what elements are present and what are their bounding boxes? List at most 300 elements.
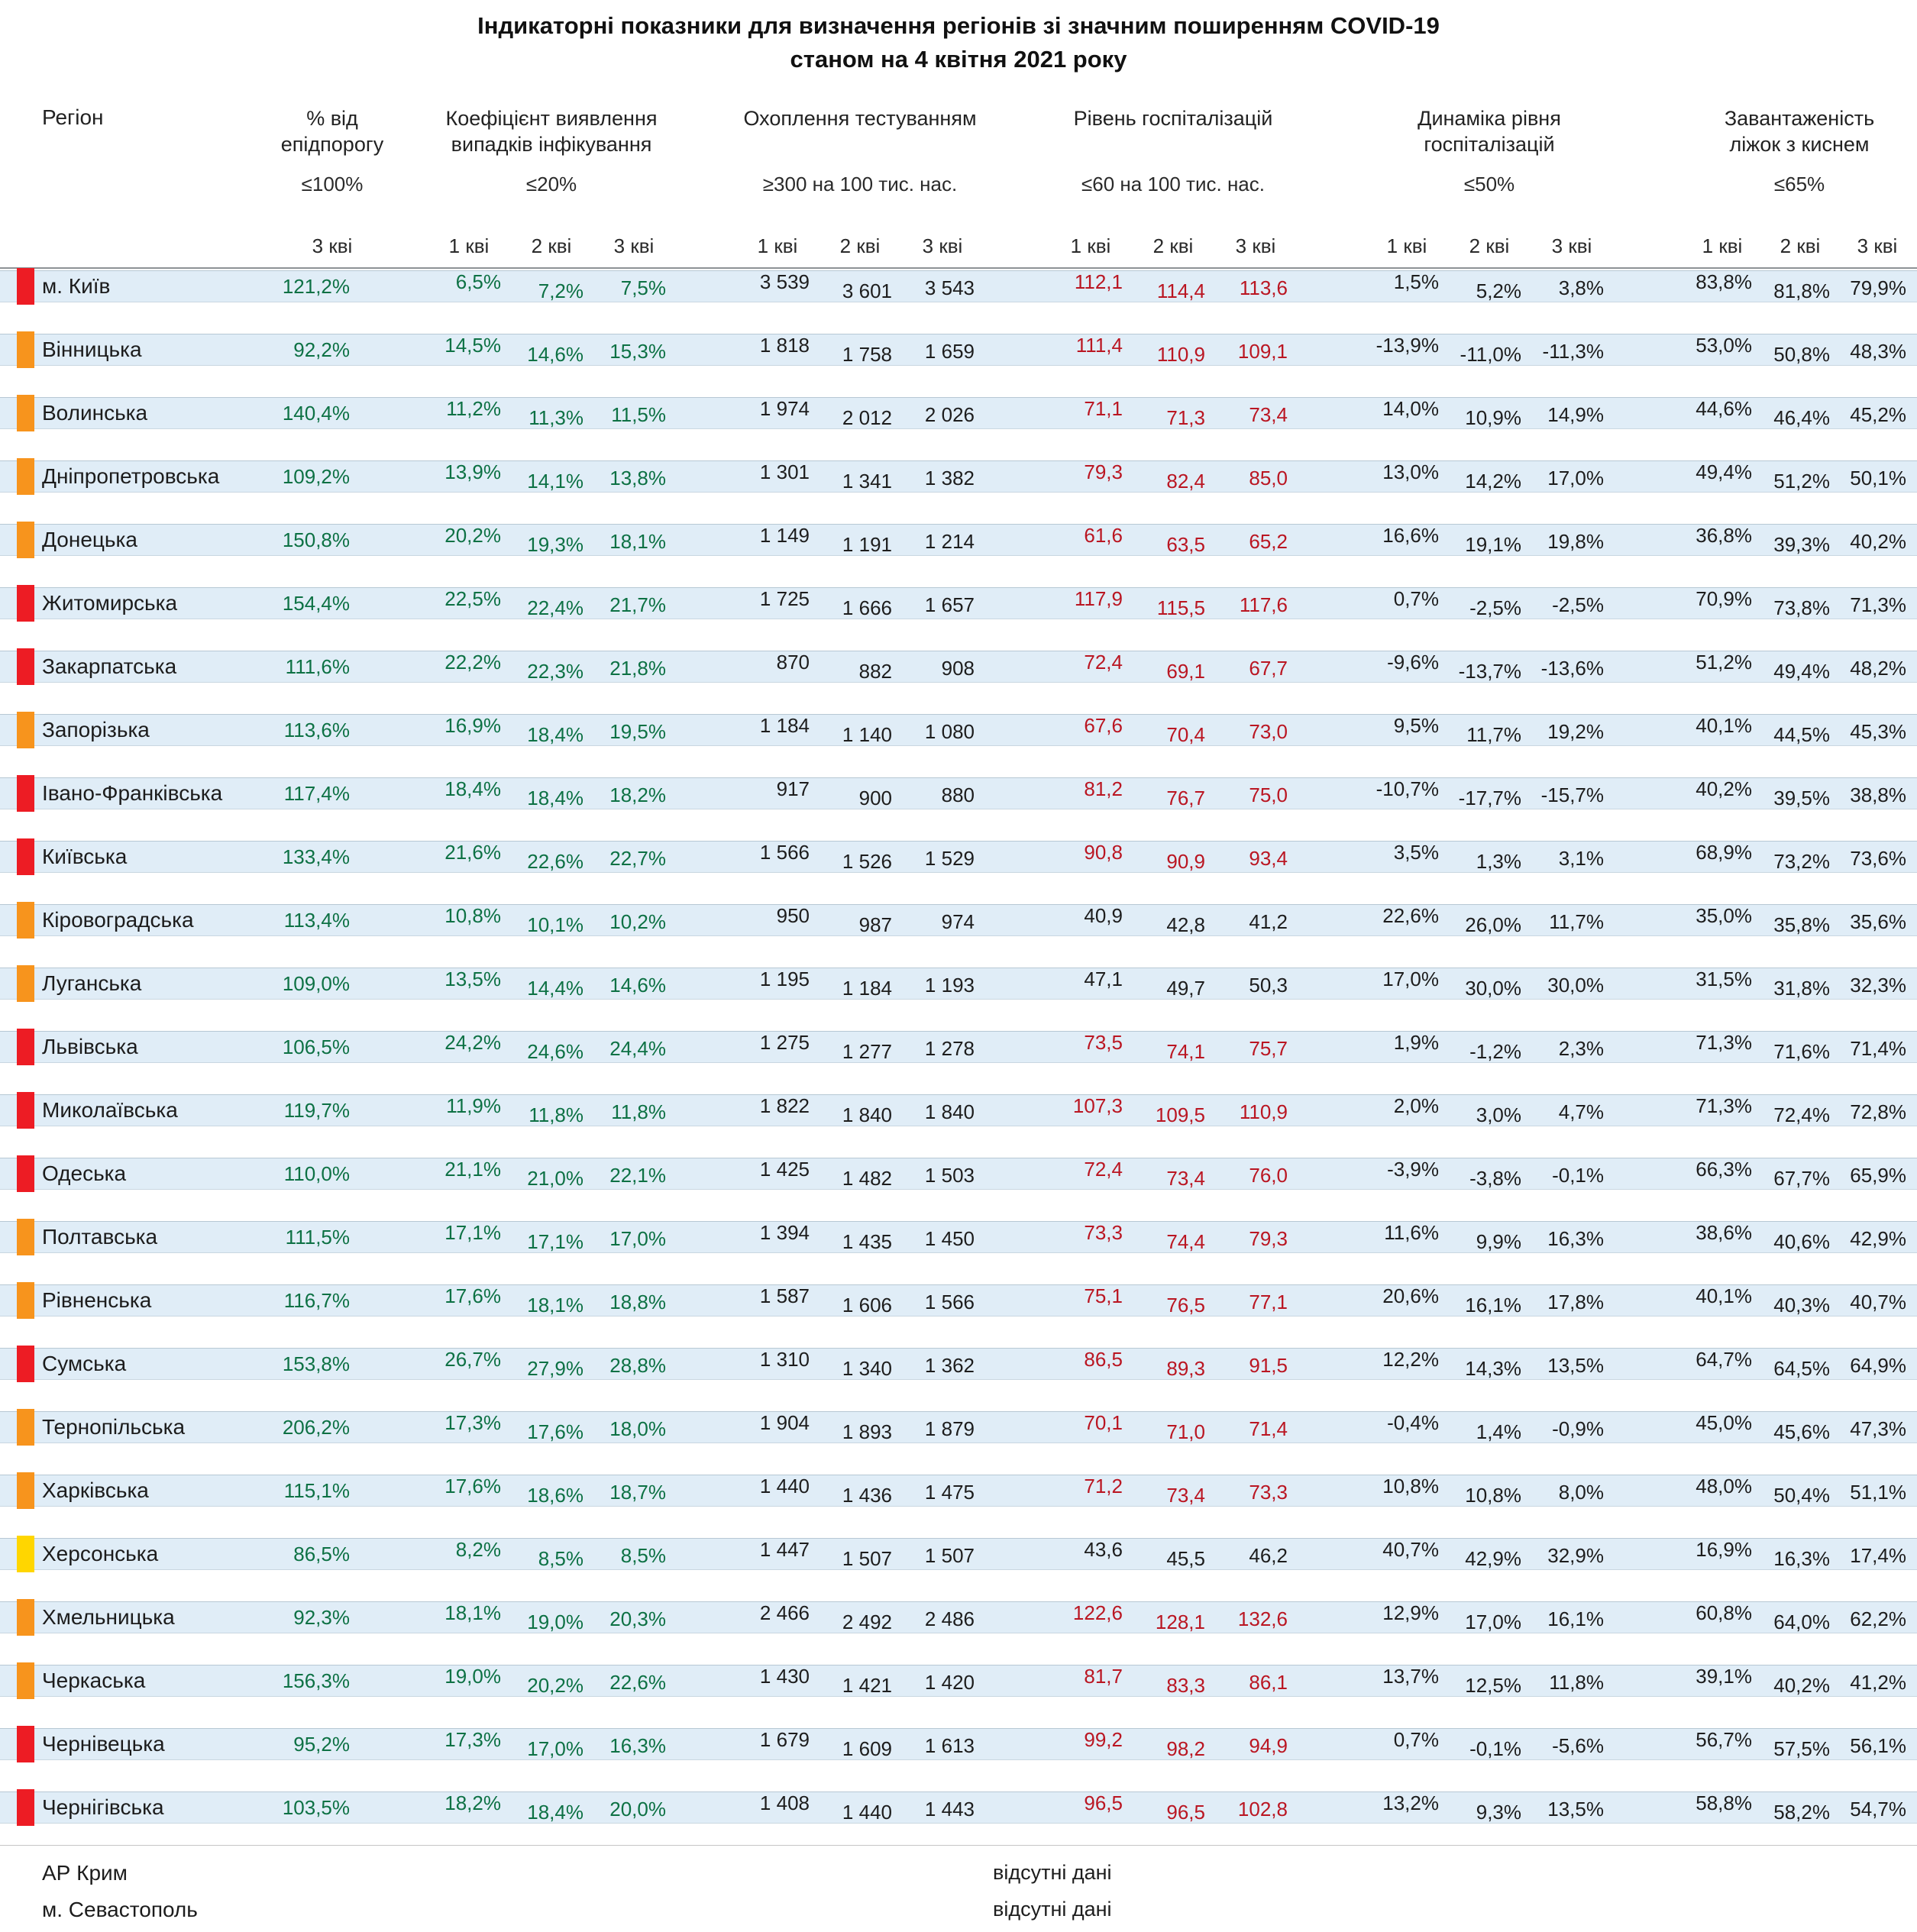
- cell-epid-threshold-pct: 140,4%: [282, 401, 350, 425]
- cell-test-q1: 1 310: [759, 1347, 810, 1371]
- cell-hosp-q2: 63,5: [1166, 532, 1205, 556]
- cell-dyn-q1: 13,2%: [1382, 1791, 1439, 1814]
- region-name: Тернопільська: [42, 1415, 186, 1439]
- cell-coef-q2: 14,1%: [527, 469, 584, 493]
- cell-epid-threshold-pct: 154,4%: [282, 591, 350, 615]
- cell-hosp-q3: 75,0: [1249, 783, 1288, 806]
- cell-coef-q1: 13,5%: [444, 967, 501, 990]
- region-name: Полтавська: [42, 1225, 158, 1249]
- region-name: Луганська: [42, 971, 142, 995]
- table-row: [0, 1728, 1917, 1760]
- cell-test-q3: 1 420: [924, 1670, 975, 1694]
- cell-beds-q1: 70,9%: [1696, 586, 1752, 610]
- cell-coef-q3: 19,5%: [609, 719, 666, 743]
- cell-beds-q3: 79,9%: [1850, 276, 1906, 299]
- cell-dyn-q1: -0,4%: [1387, 1410, 1439, 1434]
- cell-coef-q3: 22,1%: [609, 1163, 666, 1187]
- cell-hosp-q1: 90,8: [1084, 840, 1123, 864]
- cell-beds-q1: 49,4%: [1696, 460, 1752, 483]
- region-name: Вінницька: [42, 338, 142, 361]
- cell-dyn-q1: 12,2%: [1382, 1347, 1439, 1371]
- cell-beds-q3: 54,7%: [1850, 1797, 1906, 1821]
- region-name: Сумська: [42, 1352, 127, 1375]
- cell-beds-q3: 50,1%: [1850, 466, 1906, 489]
- cell-epid-threshold-pct: 150,8%: [282, 528, 350, 551]
- cell-test-q1: 1 447: [759, 1537, 810, 1561]
- cell-test-q3: 1 278: [924, 1036, 975, 1060]
- alert-level-indicator-orange: [17, 1472, 34, 1509]
- table-row: [0, 904, 1917, 936]
- column-header-region: Регіон: [42, 105, 104, 129]
- cell-beds-q3: 32,3%: [1850, 973, 1906, 997]
- quarter-header-beds-3: 3 кві: [1857, 234, 1898, 257]
- cell-coef-q1: 17,1%: [444, 1220, 501, 1244]
- cell-dyn-q2: 9,3%: [1476, 1800, 1521, 1824]
- region-name: Запорізька: [42, 718, 150, 741]
- quarter-header-test-3: 3 кві: [922, 234, 963, 257]
- cell-coef-q1: 6,5%: [455, 270, 501, 293]
- cell-test-q2: 1 340: [842, 1356, 892, 1380]
- cell-dyn-q1: 17,0%: [1382, 967, 1439, 990]
- cell-coef-q2: 18,4%: [527, 786, 584, 809]
- region-name: Київська: [42, 845, 128, 868]
- cell-hosp-q2: 42,8: [1166, 913, 1205, 936]
- cell-hosp-q3: 65,2: [1249, 529, 1288, 553]
- cell-epid-threshold-pct: 156,3%: [282, 1669, 350, 1692]
- column-header-epid-threshold-pct: % від епідпорогу: [280, 107, 384, 156]
- cell-dyn-q2: -2,5%: [1469, 596, 1521, 619]
- cell-hosp-q1: 86,5: [1084, 1347, 1123, 1371]
- column-header-hospitalization-dynamics: Динаміка рівня госпіталізацій: [1418, 107, 1561, 156]
- cell-test-q3: 1 657: [924, 593, 975, 616]
- page-title-line2: станом на 4 квітня 2021 року: [790, 46, 1127, 73]
- cell-beds-q1: 56,7%: [1696, 1727, 1752, 1751]
- cell-test-q3: 1 840: [924, 1100, 975, 1123]
- cell-coef-q1: 21,1%: [444, 1157, 501, 1181]
- quarter-header-coef-3: 3 кві: [613, 234, 655, 257]
- cell-dyn-q2: 5,2%: [1476, 279, 1521, 302]
- cell-beds-q1: 38,6%: [1696, 1220, 1752, 1244]
- cell-dyn-q3: 3,1%: [1558, 846, 1604, 870]
- cell-coef-q1: 18,4%: [444, 777, 501, 800]
- cell-hosp-q2: 73,4: [1166, 1483, 1205, 1507]
- cell-hosp-q1: 73,3: [1084, 1220, 1123, 1244]
- cell-test-q2: 1 526: [842, 849, 892, 873]
- cell-hosp-q2: 76,7: [1166, 786, 1205, 809]
- alert-level-indicator-orange: [17, 1599, 34, 1636]
- alert-level-indicator-orange: [17, 395, 34, 431]
- cell-coef-q3: 11,8%: [611, 1100, 666, 1123]
- cell-hosp-q3: 109,1: [1237, 339, 1288, 363]
- region-name: Закарпатська: [42, 654, 177, 678]
- cell-test-q2: 1 435: [842, 1229, 892, 1253]
- cell-beds-q3: 17,4%: [1850, 1543, 1906, 1567]
- cell-test-q3: 2 486: [924, 1607, 975, 1630]
- cell-test-q2: 1 482: [842, 1166, 892, 1190]
- cell-test-q3: 1 475: [924, 1480, 975, 1504]
- cell-dyn-q3: -13,6%: [1540, 656, 1604, 680]
- table-row: [0, 1284, 1917, 1317]
- threshold-beds: ≤65%: [1773, 173, 1825, 195]
- region-name: Черкаська: [42, 1669, 146, 1692]
- table-row: [0, 1791, 1917, 1824]
- cell-dyn-q3: -2,5%: [1552, 593, 1604, 616]
- region-name: Івано-Франківська: [42, 781, 223, 805]
- cell-epid-threshold-pct: 116,7%: [283, 1288, 350, 1312]
- cell-coef-q3: 11,5%: [611, 402, 666, 426]
- cell-beds-q2: 71,6%: [1773, 1039, 1830, 1063]
- region-name: АР Крим: [42, 1861, 128, 1885]
- cell-hosp-q2: 96,5: [1166, 1800, 1205, 1824]
- cell-beds-q1: 71,3%: [1696, 1030, 1752, 1054]
- cell-test-q1: 1 394: [759, 1220, 810, 1244]
- cell-hosp-q2: 110,9: [1156, 342, 1205, 366]
- alert-level-indicator-orange: [17, 902, 34, 939]
- cell-hosp-q1: 47,1: [1084, 967, 1123, 990]
- quarter-header-test-1: 1 кві: [757, 234, 798, 257]
- cell-coef-q3: 17,0%: [609, 1226, 666, 1250]
- cell-beds-q2: 51,2%: [1773, 469, 1830, 493]
- cell-coef-q1: 17,6%: [444, 1474, 501, 1497]
- cell-dyn-q3: 8,0%: [1558, 1480, 1604, 1504]
- no-data-row: [0, 1853, 1917, 1890]
- region-name: Хмельницька: [42, 1605, 175, 1629]
- cell-dyn-q1: 2,0%: [1393, 1094, 1439, 1117]
- cell-hosp-q3: 76,0: [1249, 1163, 1288, 1187]
- cell-dyn-q3: 2,3%: [1558, 1036, 1604, 1060]
- table-row: [0, 1031, 1917, 1063]
- cell-beds-q3: 35,6%: [1850, 909, 1906, 933]
- cell-coef-q2: 24,6%: [527, 1039, 584, 1063]
- cell-coef-q1: 8,2%: [455, 1537, 501, 1561]
- alert-level-indicator-orange: [17, 712, 34, 748]
- cell-coef-q1: 22,5%: [444, 586, 501, 610]
- column-header-detection-rate: Коефіцієнт виявлення випадків інфікування: [445, 107, 658, 156]
- no-data-note: відсутні дані: [993, 1861, 1112, 1884]
- table-row: [0, 1475, 1917, 1507]
- cell-dyn-q1: -10,7%: [1376, 777, 1439, 800]
- cell-hosp-q2: 98,2: [1166, 1737, 1205, 1760]
- cell-coef-q3: 7,5%: [620, 276, 666, 299]
- cell-coef-q1: 11,2%: [446, 396, 501, 420]
- cell-hosp-q3: 117,6: [1239, 593, 1288, 616]
- cell-beds-q2: 67,7%: [1773, 1166, 1830, 1190]
- cell-test-q1: 1 195: [759, 967, 810, 990]
- table-row: [0, 1665, 1917, 1697]
- cell-dyn-q1: 22,6%: [1382, 903, 1439, 927]
- cell-test-q3: 908: [941, 656, 975, 680]
- cell-test-q3: 974: [941, 909, 975, 933]
- page-title: [0, 0, 1917, 84]
- cell-test-q1: 1 440: [759, 1474, 810, 1497]
- cell-beds-q1: 53,0%: [1696, 333, 1752, 357]
- cell-test-q3: 1 879: [924, 1417, 975, 1440]
- cell-coef-q2: 22,6%: [527, 849, 584, 873]
- cell-coef-q3: 21,8%: [609, 656, 666, 680]
- threshold-dynamics: ≤50%: [1463, 173, 1515, 195]
- cell-epid-threshold-pct: 111,5%: [285, 1225, 350, 1249]
- cell-beds-q1: 40,1%: [1696, 1284, 1752, 1307]
- alert-level-indicator-orange: [17, 1409, 34, 1446]
- cell-test-q2: 1 440: [842, 1800, 892, 1824]
- cell-beds-q2: 40,6%: [1773, 1229, 1830, 1253]
- cell-dyn-q3: -15,7%: [1540, 783, 1604, 806]
- cell-test-q3: 2 026: [924, 402, 975, 426]
- cell-epid-threshold-pct: 113,6%: [283, 718, 350, 741]
- cell-coef-q1: 17,3%: [444, 1410, 501, 1434]
- cell-coef-q1: 16,9%: [444, 713, 501, 737]
- alert-level-indicator-orange: [17, 458, 34, 495]
- cell-test-q3: 3 543: [924, 276, 975, 299]
- cell-coef-q1: 24,2%: [444, 1030, 501, 1054]
- cell-test-q3: 1 193: [924, 973, 975, 997]
- cell-beds-q2: 39,5%: [1773, 786, 1830, 809]
- no-data-row: [0, 1890, 1917, 1927]
- cell-coef-q1: 26,7%: [444, 1347, 501, 1371]
- cell-coef-q3: 22,7%: [609, 846, 666, 870]
- cell-test-q3: 880: [941, 783, 975, 806]
- cell-beds-q3: 72,8%: [1850, 1100, 1906, 1123]
- cell-hosp-q1: 40,9: [1084, 903, 1123, 927]
- cell-coef-q2: 18,1%: [527, 1293, 584, 1317]
- cell-test-q1: 917: [776, 777, 810, 800]
- cell-hosp-q3: 73,4: [1249, 402, 1288, 426]
- cell-hosp-q2: 73,4: [1166, 1166, 1205, 1190]
- table-row: [0, 270, 1917, 302]
- cell-beds-q2: 58,2%: [1773, 1800, 1830, 1824]
- region-name: Дніпропетровська: [42, 464, 220, 488]
- table-row: [0, 1348, 1917, 1380]
- cell-dyn-q2: 1,3%: [1476, 849, 1521, 873]
- cell-dyn-q3: 16,3%: [1547, 1226, 1604, 1250]
- cell-dyn-q1: 9,5%: [1393, 713, 1439, 737]
- cell-coef-q2: 14,6%: [527, 342, 584, 366]
- cell-beds-q1: 45,0%: [1696, 1410, 1752, 1434]
- cell-dyn-q2: -17,7%: [1458, 786, 1521, 809]
- cell-coef-q2: 18,4%: [527, 722, 584, 746]
- cell-coef-q1: 18,1%: [444, 1601, 501, 1624]
- cell-test-q2: 1 421: [842, 1673, 892, 1697]
- alert-level-indicator-orange: [17, 1282, 34, 1319]
- cell-epid-threshold-pct: 111,6%: [285, 654, 350, 678]
- cell-epid-threshold-pct: 113,4%: [283, 908, 350, 932]
- cell-hosp-q2: 114,4: [1156, 279, 1205, 302]
- region-name: Харківська: [42, 1478, 149, 1502]
- cell-hosp-q1: 111,4: [1075, 333, 1123, 357]
- cell-dyn-q3: 19,8%: [1547, 529, 1604, 553]
- cell-hosp-q2: 115,5: [1156, 596, 1205, 619]
- cell-hosp-q3: 85,0: [1249, 466, 1288, 489]
- cell-test-q3: 1 214: [924, 529, 975, 553]
- table-row: [0, 1094, 1917, 1126]
- cell-epid-threshold-pct: 106,5%: [282, 1035, 350, 1058]
- cell-dyn-q3: 14,9%: [1547, 402, 1604, 426]
- threshold-epid: ≤100%: [301, 173, 364, 195]
- cell-beds-q3: 48,2%: [1850, 656, 1906, 680]
- cell-dyn-q2: 19,1%: [1465, 532, 1521, 556]
- region-name: Львівська: [42, 1035, 138, 1058]
- cell-hosp-q1: 117,9: [1074, 586, 1123, 610]
- cell-dyn-q1: 3,5%: [1393, 840, 1439, 864]
- cell-beds-q1: 83,8%: [1696, 270, 1752, 293]
- cell-beds-q2: 16,3%: [1773, 1546, 1830, 1570]
- cell-dyn-q2: -3,8%: [1469, 1166, 1521, 1190]
- cell-test-q1: 1 275: [759, 1030, 810, 1054]
- cell-coef-q2: 11,8%: [529, 1103, 584, 1126]
- cell-beds-q3: 45,2%: [1850, 402, 1906, 426]
- cell-test-q1: 1 184: [759, 713, 810, 737]
- cell-beds-q3: 41,2%: [1850, 1670, 1906, 1694]
- cell-dyn-q2: 9,9%: [1476, 1229, 1521, 1253]
- cell-dyn-q2: 1,4%: [1476, 1420, 1521, 1443]
- cell-beds-q1: 35,0%: [1696, 903, 1752, 927]
- cell-coef-q1: 13,9%: [444, 460, 501, 483]
- no-data-section: [0, 1845, 1917, 1927]
- alert-level-indicator-red: [17, 648, 34, 685]
- cell-test-q3: 1 503: [924, 1163, 975, 1187]
- cell-dyn-q3: -0,9%: [1552, 1417, 1604, 1440]
- cell-dyn-q3: 32,9%: [1547, 1543, 1604, 1567]
- cell-coef-q3: 18,7%: [609, 1480, 666, 1504]
- cell-test-q3: 1 382: [924, 466, 975, 489]
- cell-epid-threshold-pct: 206,2%: [282, 1415, 350, 1439]
- alert-level-indicator-orange: [17, 331, 34, 368]
- cell-coef-q2: 22,4%: [527, 596, 584, 619]
- cell-dyn-q3: 13,5%: [1547, 1353, 1604, 1377]
- cell-beds-q2: 39,3%: [1773, 532, 1830, 556]
- cell-test-q2: 3 601: [842, 279, 892, 302]
- cell-test-q1: 1 904: [759, 1410, 810, 1434]
- cell-dyn-q2: 12,5%: [1465, 1673, 1521, 1697]
- cell-coef-q1: 11,9%: [446, 1094, 501, 1117]
- cell-beds-q2: 40,2%: [1773, 1673, 1830, 1697]
- cell-beds-q1: 40,2%: [1696, 777, 1752, 800]
- cell-dyn-q3: 16,1%: [1547, 1607, 1604, 1630]
- cell-coef-q3: 10,2%: [609, 909, 666, 933]
- cell-test-q1: 1 301: [759, 460, 810, 483]
- cell-beds-q2: 31,8%: [1773, 976, 1830, 1000]
- cell-coef-q3: 18,8%: [609, 1290, 666, 1313]
- quarter-header-hosp-1: 1 кві: [1070, 234, 1111, 257]
- cell-coef-q3: 22,6%: [609, 1670, 666, 1694]
- cell-test-q1: 2 466: [759, 1601, 810, 1624]
- cell-test-q2: 1 140: [842, 722, 892, 746]
- cell-test-q3: 1 529: [924, 846, 975, 870]
- cell-coef-q3: 24,4%: [609, 1036, 666, 1060]
- cell-dyn-q1: 14,0%: [1382, 396, 1439, 420]
- cell-coef-q2: 14,4%: [527, 976, 584, 1000]
- cell-coef-q1: 14,5%: [444, 333, 501, 357]
- cell-dyn-q1: 11,6%: [1384, 1220, 1439, 1244]
- table-row: [0, 524, 1917, 556]
- cell-epid-threshold-pct: 103,5%: [282, 1795, 350, 1819]
- cell-hosp-q3: 102,8: [1237, 1797, 1288, 1821]
- cell-dyn-q2: 16,1%: [1465, 1293, 1521, 1317]
- threshold-detection: ≤20%: [525, 173, 577, 195]
- table-row: [0, 841, 1917, 873]
- cell-beds-q1: 60,8%: [1696, 1601, 1752, 1624]
- alert-level-indicator-red: [17, 838, 34, 875]
- cell-beds-q2: 73,8%: [1773, 596, 1830, 619]
- cell-dyn-q2: 10,9%: [1465, 405, 1521, 429]
- region-name: Житомирська: [42, 591, 178, 615]
- cell-beds-q1: 58,8%: [1696, 1791, 1752, 1814]
- cell-hosp-q2: 74,4: [1166, 1229, 1205, 1253]
- cell-beds-q3: 64,9%: [1850, 1353, 1906, 1377]
- cell-dyn-q3: 17,8%: [1547, 1290, 1604, 1313]
- cell-coef-q2: 7,2%: [538, 279, 584, 302]
- cell-dyn-q1: 13,7%: [1382, 1664, 1439, 1688]
- cell-dyn-q1: 1,9%: [1393, 1030, 1439, 1054]
- region-name: Чернігівська: [42, 1795, 164, 1819]
- cell-coef-q1: 18,2%: [444, 1791, 501, 1814]
- cell-coef-q2: 20,2%: [527, 1673, 584, 1697]
- cell-coef-q2: 17,6%: [527, 1420, 584, 1443]
- quarter-header-dyn-2: 2 кві: [1469, 234, 1510, 257]
- cell-hosp-q2: 49,7: [1166, 976, 1205, 1000]
- cell-test-q1: 1 587: [759, 1284, 810, 1307]
- cell-coef-q2: 11,3%: [529, 405, 584, 429]
- table-row: [0, 334, 1917, 366]
- cell-dyn-q2: 17,0%: [1465, 1610, 1521, 1633]
- quarter-header-dyn-1: 1 кві: [1386, 234, 1427, 257]
- cell-coef-q2: 10,1%: [527, 913, 584, 936]
- cell-test-q2: 987: [858, 913, 892, 936]
- cell-test-q1: 870: [776, 650, 810, 674]
- cell-hosp-q1: 75,1: [1084, 1284, 1123, 1307]
- cell-hosp-q3: 41,2: [1249, 909, 1288, 933]
- cell-test-q3: 1 362: [924, 1353, 975, 1377]
- alert-level-indicator-orange: [17, 965, 34, 1002]
- cell-hosp-q2: 71,0: [1166, 1420, 1205, 1443]
- cell-hosp-q3: 73,3: [1249, 1480, 1288, 1504]
- cell-dyn-q3: 4,7%: [1558, 1100, 1604, 1123]
- cell-hosp-q3: 91,5: [1249, 1353, 1288, 1377]
- quarter-header-coef-1: 1 кві: [448, 234, 490, 257]
- quarter-header-coef-2: 2 кві: [531, 234, 572, 257]
- cell-hosp-q1: 81,7: [1084, 1664, 1123, 1688]
- cell-beds-q2: 40,3%: [1773, 1293, 1830, 1317]
- cell-coef-q3: 13,8%: [609, 466, 666, 489]
- cell-beds-q2: 81,8%: [1773, 279, 1830, 302]
- cell-test-q1: 1 408: [759, 1791, 810, 1814]
- cell-test-q2: 1 184: [842, 976, 892, 1000]
- cell-beds-q3: 71,4%: [1850, 1036, 1906, 1060]
- cell-test-q2: 1 758: [842, 342, 892, 366]
- cell-hosp-q3: 73,0: [1249, 719, 1288, 743]
- cell-coef-q2: 19,3%: [527, 532, 584, 556]
- cell-epid-threshold-pct: 110,0%: [283, 1161, 350, 1185]
- cell-test-q1: 1 430: [759, 1664, 810, 1688]
- cell-test-q3: 1 443: [924, 1797, 975, 1821]
- region-name: м. Севастополь: [42, 1898, 198, 1921]
- cell-hosp-q3: 110,9: [1239, 1100, 1288, 1123]
- region-name: Донецька: [42, 528, 137, 551]
- cell-dyn-q1: -3,9%: [1387, 1157, 1439, 1181]
- cell-coef-q3: 21,7%: [609, 593, 666, 616]
- cell-dyn-q2: -11,0%: [1460, 342, 1521, 366]
- cell-coef-q1: 10,8%: [444, 903, 501, 927]
- cell-test-q2: 882: [858, 659, 892, 683]
- table-row: [0, 1221, 1917, 1253]
- cell-dyn-q1: 1,5%: [1393, 270, 1439, 293]
- cell-test-q3: 1 566: [924, 1290, 975, 1313]
- cell-hosp-q3: 75,7: [1249, 1036, 1288, 1060]
- alert-level-indicator-red: [17, 585, 34, 622]
- cell-dyn-q3: 19,2%: [1547, 719, 1604, 743]
- cell-hosp-q1: 72,4: [1084, 650, 1123, 674]
- cell-dyn-q3: 17,0%: [1547, 466, 1604, 489]
